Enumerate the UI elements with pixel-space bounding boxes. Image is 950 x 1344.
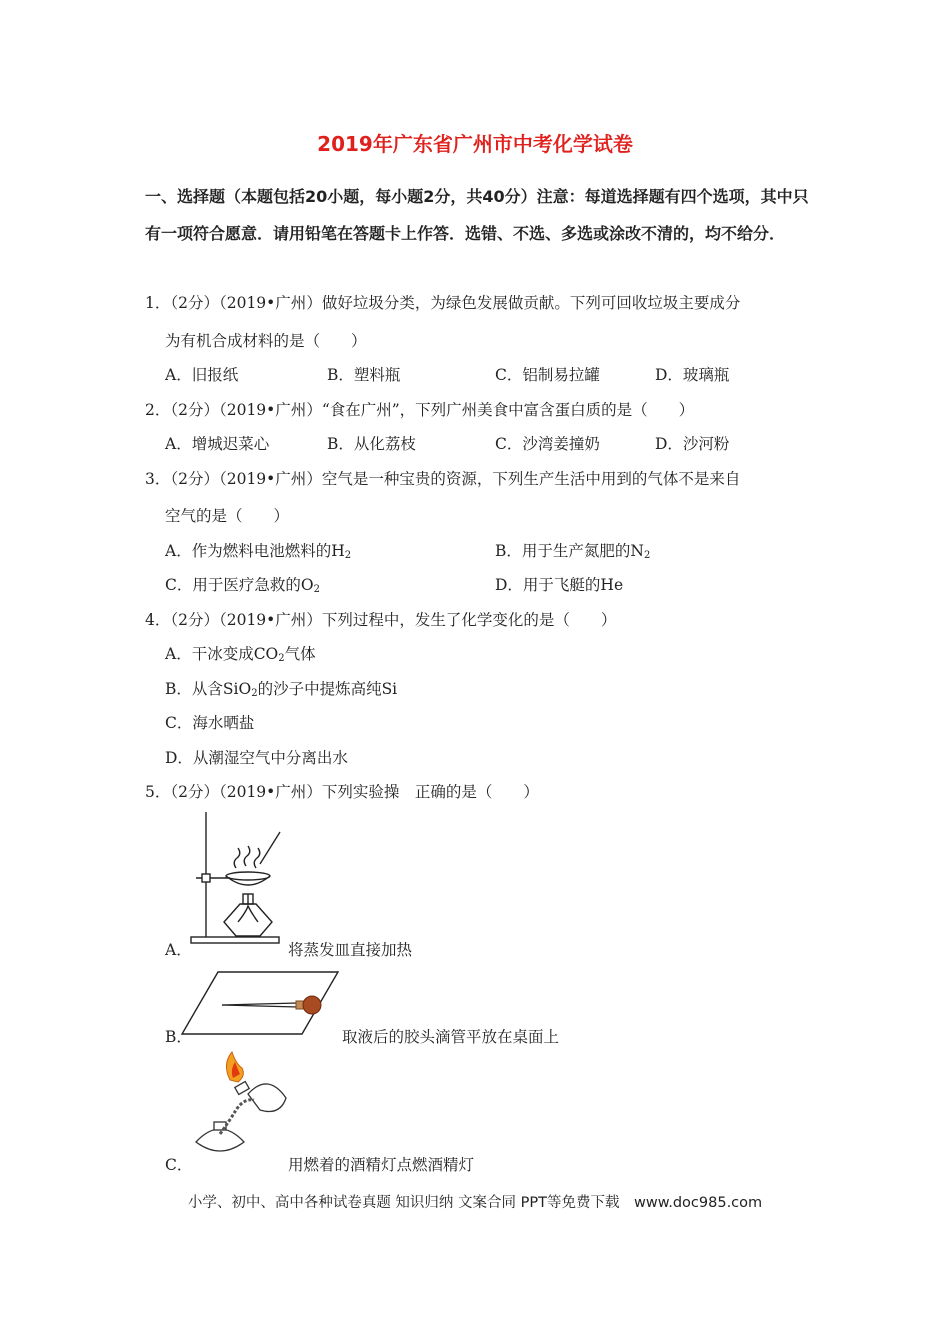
q1-option-a: A．旧报纸 [165,366,239,384]
q2-option-d: D．沙河粉 [655,435,730,453]
section-heading: 一、选择题（本题包括20小题，每小题2分，共40分）注意：每道选择题有四个选项，其中只有一项符合愿意．请用铅笔在答题卡上作答．选错、不选、多选或涂改不清的，均不给分． [145,187,809,243]
question-1-text: 1．（2分）（2019•广州）做好垃圾分类，为绿色发展做贡献。下列可回收垃圾主要成分 [145,294,741,312]
q1-option-d: D．玻璃瓶 [655,366,730,384]
alcohol-lamp-figure [190,1050,290,1165]
q5-option-c-text: 用燃着的酒精灯点燃酒精灯 [288,1156,475,1174]
q2-option-c: C．沙湾姜撞奶 [495,435,600,453]
q3-option-d: D．用于飞艇的He [495,576,624,594]
question-5-text: 5．（2分）（2019•广州）下列实验操 正确的是（ ） [145,783,539,801]
q4-option-d: D．从潮湿空气中分离出水 [165,749,348,767]
q2-option-b: B．从化荔枝 [327,435,416,453]
question-4-text: 4．（2分）（2019•广州）下列过程中，发生了化学变化的是（ ） [145,611,617,629]
q5-option-a-label: A． [165,941,192,959]
q3-option-a: A．作为燃料电池燃料的$H_2$ [165,542,352,561]
q4-option-b: B．从含SiO$_2$的沙子中提炼高纯Si [165,680,398,699]
q1-option-b: B．塑料瓶 [327,366,401,384]
q2-option-a: A．增城迟菜心 [165,435,270,453]
dropper-figure [180,968,340,1038]
question-1-text-cont: 为有机合成材料的是（ ） [165,332,367,350]
evaporating-dish-figure [188,810,288,945]
question-2-text: 2．（2分）（2019•广州）“食在广州”，下列广州美食中富含蛋白质的是（ ） [145,401,695,419]
q3-option-c: C．用于医疗急救的$O_2$ [165,576,320,595]
q4-option-a: A．干冰变成$CO_2$气体 [165,645,316,664]
page-footer: 小学、初中、高中各种试卷真题 知识归纳 文案合同 PPT等免费下载 www.doc985.com [187,1195,763,1211]
question-3-text: 3．（2分）（2019•广州）空气是一种宝贵的资源，下列生产生活中用到的气体不是来自 [145,470,741,488]
q4-option-c: C．海水晒盐 [165,714,255,732]
question-3-text-cont: 空气的是（ ） [165,507,290,525]
q5-option-b-label: B． [165,1028,192,1046]
q1-option-c: C．铝制易拉罐 [495,366,600,384]
q5-option-c-label: C． [165,1156,193,1174]
q3-option-b: B．用于生产氮肥的$N_2$ [495,542,651,561]
page-title: 2019年广东省广州市中考化学试卷 [317,132,633,156]
q5-option-a-text: 将蒸发皿直接加热 [288,941,413,959]
q5-option-b-text: 取液后的胶头滴管平放在桌面上 [342,1028,560,1046]
